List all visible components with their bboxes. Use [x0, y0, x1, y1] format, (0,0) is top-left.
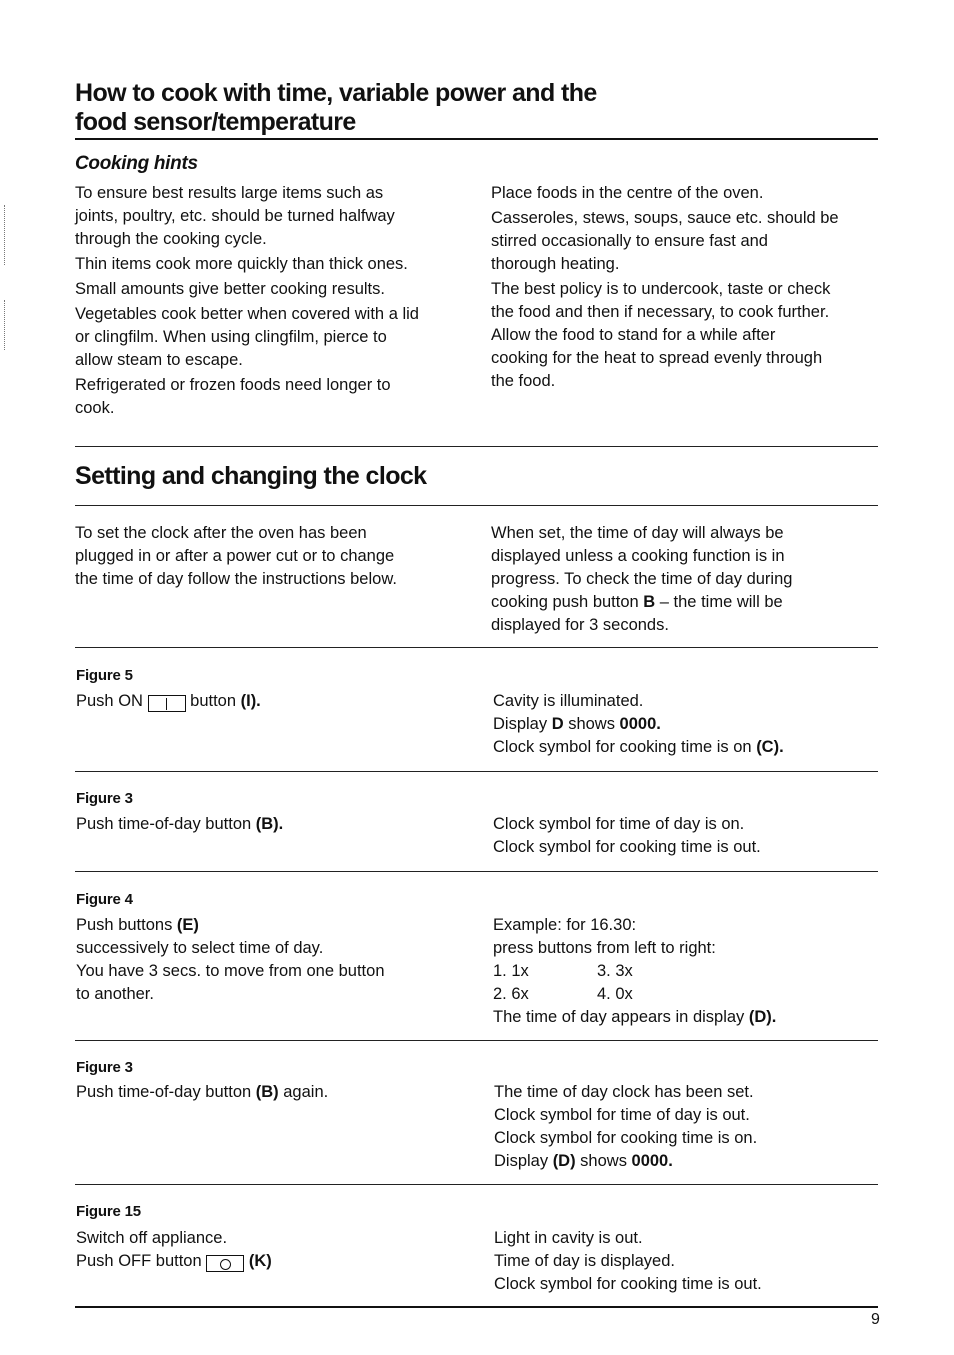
step-rule: [75, 1040, 878, 1041]
hint-paragraph: To ensure best results large items such as joints, poultry, etc. should be turned halfway through the cooking cycle.: [75, 184, 395, 248]
step-5-right: Light in cavity is out. Time of day is displayed. Clock symbol for cooking time is out.: [494, 1229, 762, 1293]
hint-paragraph: Refrigerated or frozen foods need longer to cook.: [75, 376, 391, 417]
intro-right-line: progress. To check the time of day during: [491, 570, 793, 588]
hint-paragraph: Vegetables cook better when covered with a lid or clingfilm. When using clingfilm, pierce to allow steam to escape.: [75, 305, 419, 369]
cooking-hints-right: [491, 182, 891, 395]
intro-right-line: displayed for 3 seconds.: [491, 616, 669, 634]
clock-intro-right: [491, 522, 891, 637]
figure-label: Figure 3: [76, 1059, 133, 1076]
step-rule: [75, 1184, 878, 1185]
margin-mark: [4, 300, 7, 350]
intro-right-line: displayed unless a cooking function is in: [491, 547, 785, 565]
hint-paragraph: The best policy is to undercook, taste or check the food and then if necessary, to cook further. Allow the food to stand for a while after cooking for the heat to spread evenly through the food.: [491, 280, 831, 390]
figure-label: Figure 3: [76, 790, 133, 807]
clock-intro-left: [75, 522, 475, 591]
step-rule: [75, 871, 878, 872]
intro-left-line: the time of day follow the instructions below.: [75, 570, 397, 588]
step-rule: [75, 647, 878, 648]
clock-heading-rule: [75, 505, 878, 506]
step-2-right: Clock symbol for time of day is on. Clock symbol for cooking time is out.: [493, 815, 761, 856]
step-4-right: The time of day clock has been set. Clock symbol for time of day is out. Clock symbol for cooking time is on. Display (D) shows 0000.: [494, 1083, 758, 1170]
step-5-left: Switch off appliance. Push OFF button (K): [76, 1229, 272, 1270]
hint-paragraph: Place foods in the centre of the oven.: [491, 184, 764, 202]
cooking-hints-left: [75, 182, 475, 422]
intro-right-line: cooking push button B – the time will be: [491, 593, 783, 611]
step-3-right: Example: for 16.30: press buttons from left to right: 1. 1x 3. 3x 2. 6x 4. 0x The time of day appears in display (D).: [493, 916, 777, 1026]
on-button-icon: [148, 695, 186, 712]
bottom-rule: [75, 1306, 878, 1308]
page-title: [75, 79, 597, 137]
step-2-left: Push time-of-day button (B).: [76, 815, 284, 833]
figure-label: Figure 4: [76, 891, 133, 908]
step-4-left: Push time-of-day button (B) again.: [76, 1083, 329, 1101]
intro-left-line: plugged in or after a power cut or to change: [75, 547, 395, 565]
intro-left-line: To set the clock after the oven has been: [75, 524, 367, 542]
clock-heading: Setting and changing the clock: [75, 462, 427, 490]
hint-paragraph: Casseroles, stews, soups, sauce etc. should be stirred occasionally to ensure fast and thorough heating.: [491, 209, 839, 273]
step-1-left: Push ON button (I).: [76, 692, 261, 710]
press-grid: 1. 1x 3. 3x 2. 6x 4. 0x: [493, 962, 633, 1003]
title-line-2: food sensor/temperature: [75, 108, 356, 136]
intro-right-line: When set, the time of day will always be: [491, 524, 784, 542]
title-line-1: How to cook with time, variable power and the: [75, 79, 597, 107]
margin-mark: [4, 205, 7, 265]
step-1-right: Cavity is illuminated. Display D shows 0000. Clock symbol for cooking time is on (C).: [493, 692, 784, 756]
cooking-hints-heading: Cooking hints: [75, 153, 198, 174]
section-rule: [75, 446, 878, 447]
hint-paragraph: Small amounts give better cooking results.: [75, 280, 385, 298]
figure-label: Figure 5: [76, 667, 133, 684]
hint-paragraph: Thin items cook more quickly than thick ones.: [75, 255, 408, 273]
step-rule: [75, 771, 878, 772]
page-number: 9: [871, 1311, 880, 1328]
figure-label: Figure 15: [76, 1203, 141, 1220]
title-rule: [75, 138, 878, 140]
step-3-left: Push buttons (E) successively to select time of day. You have 3 secs. to move from one button to another.: [76, 916, 385, 1003]
off-button-icon: [206, 1255, 244, 1272]
